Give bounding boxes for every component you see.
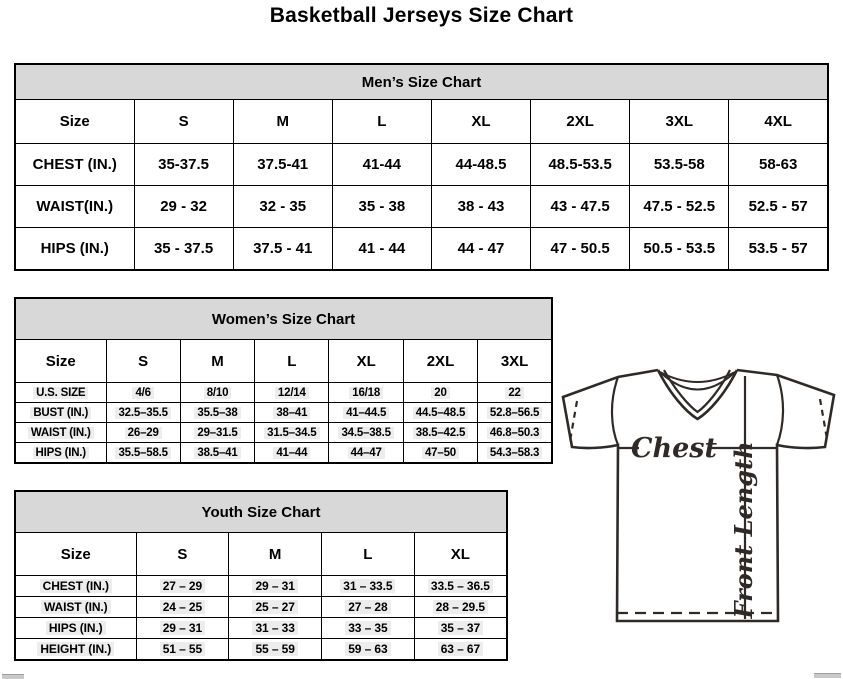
womens_chart-measure-value-text: 38.5–41 xyxy=(194,447,240,459)
youth_chart-measure-value xyxy=(229,639,322,661)
mens_chart-measure-value-text: 32 - 35 xyxy=(259,198,307,215)
mens_chart-size-option: S xyxy=(134,100,233,144)
youth_chart-measurement-row xyxy=(15,597,507,618)
womens_chart-measure-value xyxy=(403,443,477,464)
womens_chart-measure-value xyxy=(180,383,254,403)
youth_chart-measure-value-text: 59 – 63 xyxy=(345,642,390,656)
womens_chart-size-option: XL xyxy=(329,340,403,383)
youth_chart-measure-value xyxy=(414,639,507,661)
mens_chart-measure-value xyxy=(531,228,630,271)
womens_chart-size-option: M xyxy=(180,340,254,383)
womens_chart-measure-label xyxy=(15,403,106,423)
youth_chart-measure-value xyxy=(322,576,415,597)
youth_chart-measure-value xyxy=(136,576,229,597)
womens_chart-measure-label xyxy=(15,383,106,403)
womens_chart-measure-value xyxy=(329,423,403,443)
youth_chart-measure-value xyxy=(136,639,229,661)
mens_chart-measure-value xyxy=(729,144,828,186)
youth_chart-measure-value xyxy=(322,639,415,661)
mens_chart-measure-value-text: 41 - 44 xyxy=(358,240,406,257)
mens_chart-measure-value xyxy=(332,186,431,228)
youth_chart-measure-value xyxy=(229,618,322,639)
mens_chart-measure-value xyxy=(134,186,233,228)
womens_chart-measure-value xyxy=(478,403,552,423)
womens_chart-measure-value xyxy=(255,423,329,443)
womens_chart-measure-value-text: 20 xyxy=(431,387,449,399)
mens_chart-measure-value xyxy=(332,144,431,186)
youth_chart-measure-label-text: WAIST (IN.) xyxy=(41,600,111,614)
mens_chart-size-option: 3XL xyxy=(630,100,729,144)
womens_chart-measure-value-text: 16/18 xyxy=(349,387,383,399)
mens_chart-size-option: 2XL xyxy=(531,100,630,144)
youth_chart-measure-value xyxy=(414,597,507,618)
horizontal-scrollbar-fragment-right[interactable] xyxy=(814,673,841,678)
mens_chart-size-option: XL xyxy=(431,100,530,144)
womens_chart-measure-value-text: 38.5–42.5 xyxy=(413,427,468,439)
jersey-outline xyxy=(563,370,834,621)
youth_chart-measure-value xyxy=(414,618,507,639)
womens_chart-measure-value-text: 26–29 xyxy=(125,427,162,439)
mens_chart-measure-value xyxy=(431,228,530,271)
mens_chart-measure-value xyxy=(431,186,530,228)
mens_chart-measure-value xyxy=(134,144,233,186)
mens_chart-measure-value-text: 48.5-53.5 xyxy=(548,156,612,173)
youth_chart-size-option: S xyxy=(136,533,229,576)
womens_chart-size-row xyxy=(15,340,552,383)
womens_chart-measure-value-text: 41–44 xyxy=(273,447,310,459)
mens_chart-measure-value xyxy=(630,186,729,228)
collar-inner-v xyxy=(664,370,730,412)
mens_chart-measure-value xyxy=(431,144,530,186)
youth_chart-measure-value-text: 35 – 37 xyxy=(438,621,483,635)
youth_chart-measure-value xyxy=(322,597,415,618)
left-cuff-dashed-line xyxy=(570,401,577,441)
womens_chart-measure-value-text: 22 xyxy=(505,387,523,399)
womens_chart-measure-value xyxy=(478,443,552,464)
womens-size-chart-table xyxy=(14,297,553,464)
womens_chart-measure-value-text: 54.3–58.3 xyxy=(487,447,542,459)
mens_chart-measure-value-text: 35 - 37.5 xyxy=(153,240,214,257)
mens_chart-size-row xyxy=(15,100,828,144)
mens_chart-measure-label-text: CHEST (IN.) xyxy=(32,156,117,173)
mens_chart-measurement-row xyxy=(15,144,828,186)
mens_chart-measure-value xyxy=(531,186,630,228)
youth_chart-measure-value-text: 33.5 – 36.5 xyxy=(428,579,493,593)
womens_chart-measure-value-text: 38–41 xyxy=(273,407,310,419)
mens_chart-measure-value-text: 47.5 - 52.5 xyxy=(643,198,716,215)
womens_chart-measure-value-text: 32.5–35.5 xyxy=(115,407,170,419)
mens-size-chart-table xyxy=(14,63,829,271)
youth_chart-measure-label-text: HIPS (IN.) xyxy=(46,621,106,635)
womens_chart-measure-value xyxy=(478,423,552,443)
womens_chart-measure-value xyxy=(403,383,477,403)
womens_chart-size-option: S xyxy=(106,340,180,383)
womens_chart-measure-label-text: U.S. SIZE xyxy=(33,387,88,399)
youth_chart-size-header: Size xyxy=(15,533,136,576)
mens_chart-measure-value-text: 44-48.5 xyxy=(455,156,507,173)
mens_chart-measure-value-text: 53.5 - 57 xyxy=(748,240,808,257)
youth_chart-measure-value xyxy=(136,618,229,639)
youth_chart-measure-value-text: 29 – 31 xyxy=(252,579,297,593)
womens_chart-measure-label-text: WAIST (IN.) xyxy=(28,427,94,439)
mens_chart-size-header: Size xyxy=(15,100,134,144)
womens_chart-measure-value-text: 41–44.5 xyxy=(343,407,389,419)
youth_chart-measure-label xyxy=(15,597,136,618)
womens_chart-measure-value-text: 46.8–50.3 xyxy=(487,427,542,439)
womens_chart-measure-value-text: 4/6 xyxy=(132,387,153,399)
womens_chart-size-option: 2XL xyxy=(403,340,477,383)
mens_chart-measure-value-text: 47 - 50.5 xyxy=(550,240,610,257)
mens_chart-measure-value xyxy=(134,228,233,271)
youth_chart-measure-label-text: CHEST (IN.) xyxy=(40,579,112,593)
mens_chart-measure-value xyxy=(630,144,729,186)
womens_chart-measure-value-text: 47–50 xyxy=(422,447,459,459)
mens_chart-measure-value xyxy=(729,186,828,228)
mens_chart-measure-value-text: 37.5 - 41 xyxy=(253,240,313,257)
womens_chart-measure-value-text: 35.5–38 xyxy=(194,407,240,419)
womens_chart-measurement-row xyxy=(15,403,552,423)
chest-label: Chest xyxy=(631,433,717,464)
mens_chart-measure-value-text: 44 - 47 xyxy=(457,240,505,257)
womens_chart-measure-value-text: 34.5–38.5 xyxy=(338,427,393,439)
youth_chart-measure-value xyxy=(414,576,507,597)
womens_chart-measure-value xyxy=(180,423,254,443)
youth_chart-measure-value-text: 28 – 29.5 xyxy=(433,600,488,614)
youth_chart-measure-value-text: 25 – 27 xyxy=(252,600,297,614)
womens_chart-measure-label xyxy=(15,443,106,464)
mens_chart-measure-value-text: 35-37.5 xyxy=(158,156,209,173)
mens_chart-measure-value-text: 35 - 38 xyxy=(358,198,406,215)
youth_chart-size-option: M xyxy=(229,533,322,576)
mens_chart-size-option: M xyxy=(233,100,332,144)
womens_chart-measure-value-text: 52.8–56.5 xyxy=(487,407,542,419)
youth_chart-title-row xyxy=(15,491,507,533)
horizontal-scrollbar-fragment-left[interactable] xyxy=(2,674,24,679)
page-title: Basketball Jerseys Size Chart xyxy=(269,4,574,27)
womens_chart-measure-value-text: 29–31.5 xyxy=(194,427,240,439)
womens_chart-measure-label xyxy=(15,423,106,443)
mens_chart-measure-label-text: HIPS (IN.) xyxy=(40,240,109,257)
womens_chart-measure-value xyxy=(180,443,254,464)
womens_chart-measure-value xyxy=(329,383,403,403)
womens_chart-measure-value xyxy=(106,383,180,403)
mens_chart-measure-value-text: 43 - 47.5 xyxy=(550,198,610,215)
youth_chart-measure-value xyxy=(322,618,415,639)
front-length-label: Front Length xyxy=(729,441,758,619)
mens_chart-measure-value-text: 41-44 xyxy=(362,156,402,173)
youth_chart-measure-label xyxy=(15,618,136,639)
womens_chart-measure-value xyxy=(255,443,329,464)
right-sleeve-seam xyxy=(777,375,783,445)
youth_chart-measure-value-text: 27 – 28 xyxy=(345,600,390,614)
womens_chart-measure-value xyxy=(329,403,403,423)
youth_chart-measure-value-text: 24 – 25 xyxy=(160,600,205,614)
mens_chart-measurement-row xyxy=(15,228,828,271)
mens_chart-measure-value xyxy=(531,144,630,186)
womens_chart-measure-value-text: 31.5–34.5 xyxy=(264,427,319,439)
mens_chart-size-option: L xyxy=(332,100,431,144)
mens_chart-measure-value-text: 58-63 xyxy=(758,156,798,173)
womens_chart-size-option: L xyxy=(255,340,329,383)
womens_chart-measurement-row xyxy=(15,443,552,464)
youth_chart-measure-value-text: 27 – 29 xyxy=(160,579,205,593)
womens_chart-measure-value xyxy=(106,423,180,443)
youth_chart-measure-value-text: 51 – 55 xyxy=(160,642,205,656)
mens_chart-measure-value-text: 53.5-58 xyxy=(653,156,705,173)
left-sleeve-seam xyxy=(612,377,618,445)
youth_chart-measure-value-text: 31 – 33 xyxy=(252,621,297,635)
womens_chart-measurement-row xyxy=(15,383,552,403)
youth_chart-size-option: XL xyxy=(414,533,507,576)
womens_chart-measure-label-text: BUST (IN.) xyxy=(30,407,91,419)
mens_chart-size-option: 4XL xyxy=(729,100,828,144)
right-cuff-dashed-line xyxy=(820,399,827,439)
womens_chart-size-option: 3XL xyxy=(478,340,552,383)
womens_chart-title-row xyxy=(15,298,552,340)
youth_chart-measure-label-text: HEIGHT (IN.) xyxy=(37,642,114,656)
youth_chart-measure-value-text: 33 – 35 xyxy=(345,621,390,635)
youth_chart-title: Youth Size Chart xyxy=(15,491,507,533)
jersey-measurement-diagram xyxy=(556,362,841,624)
mens_chart-measure-value xyxy=(233,228,332,271)
womens_chart-measure-value-text: 12/14 xyxy=(275,387,309,399)
womens_chart-measure-value-text: 44.5–48.5 xyxy=(413,407,468,419)
womens_chart-measure-value xyxy=(478,383,552,403)
mens_chart-measurement-row xyxy=(15,186,828,228)
womens_chart-measure-value xyxy=(403,403,477,423)
youth_chart-measure-value xyxy=(229,576,322,597)
mens_chart-measure-value-text: 52.5 - 57 xyxy=(748,198,808,215)
womens_chart-measure-value xyxy=(329,443,403,464)
mens_chart-measure-value xyxy=(630,228,729,271)
mens_chart-title: Men’s Size Chart xyxy=(15,64,828,100)
youth_chart-measure-value-text: 29 – 31 xyxy=(160,621,205,635)
youth_chart-size-row xyxy=(15,533,507,576)
womens_chart-measure-value xyxy=(255,403,329,423)
womens_chart-measure-value-text: 8/10 xyxy=(204,387,232,399)
mens_chart-measure-label xyxy=(15,144,134,186)
womens_chart-measure-value xyxy=(255,383,329,403)
youth_chart-measurement-row xyxy=(15,576,507,597)
youth_chart-size-option: L xyxy=(322,533,415,576)
mens_chart-measure-value xyxy=(233,186,332,228)
youth_chart-measure-value xyxy=(136,597,229,618)
youth_chart-measurement-row xyxy=(15,639,507,661)
youth_chart-measurement-row xyxy=(15,618,507,639)
mens_chart-measure-value-text: 50.5 - 53.5 xyxy=(643,240,716,257)
womens_chart-measure-value xyxy=(106,403,180,423)
mens_chart-measure-value-text: 37.5-41 xyxy=(257,156,309,173)
mens_chart-measure-label-text: WAIST(IN.) xyxy=(36,198,114,215)
mens_chart-measure-value-text: 29 - 32 xyxy=(160,198,207,215)
womens_chart-measure-value xyxy=(403,423,477,443)
womens_chart-title: Women’s Size Chart xyxy=(15,298,552,340)
mens_chart-measure-label xyxy=(15,228,134,271)
womens_chart-size-header: Size xyxy=(15,340,106,383)
mens_chart-measure-label xyxy=(15,186,134,228)
youth_chart-measure-value-text: 63 – 67 xyxy=(438,642,483,656)
youth_chart-measure-label xyxy=(15,576,136,597)
mens_chart-measure-value xyxy=(729,228,828,271)
womens_chart-measurement-row xyxy=(15,423,552,443)
womens_chart-measure-value-text: 35.5–58.5 xyxy=(115,447,170,459)
mens_chart-title-row xyxy=(15,64,828,100)
youth_chart-measure-value xyxy=(229,597,322,618)
youth_chart-measure-value-text: 55 – 59 xyxy=(252,642,297,656)
youth-size-chart-table xyxy=(14,490,508,661)
mens_chart-measure-value xyxy=(332,228,431,271)
womens_chart-measure-value-text: 44–47 xyxy=(348,447,385,459)
mens_chart-measure-value xyxy=(233,144,332,186)
mens_chart-measure-value-text: 38 - 43 xyxy=(457,198,505,215)
womens_chart-measure-value xyxy=(180,403,254,423)
womens_chart-measure-value xyxy=(106,443,180,464)
womens_chart-measure-label-text: HIPS (IN.) xyxy=(33,447,89,459)
youth_chart-measure-label xyxy=(15,639,136,661)
youth_chart-measure-value-text: 31 – 33.5 xyxy=(340,579,395,593)
